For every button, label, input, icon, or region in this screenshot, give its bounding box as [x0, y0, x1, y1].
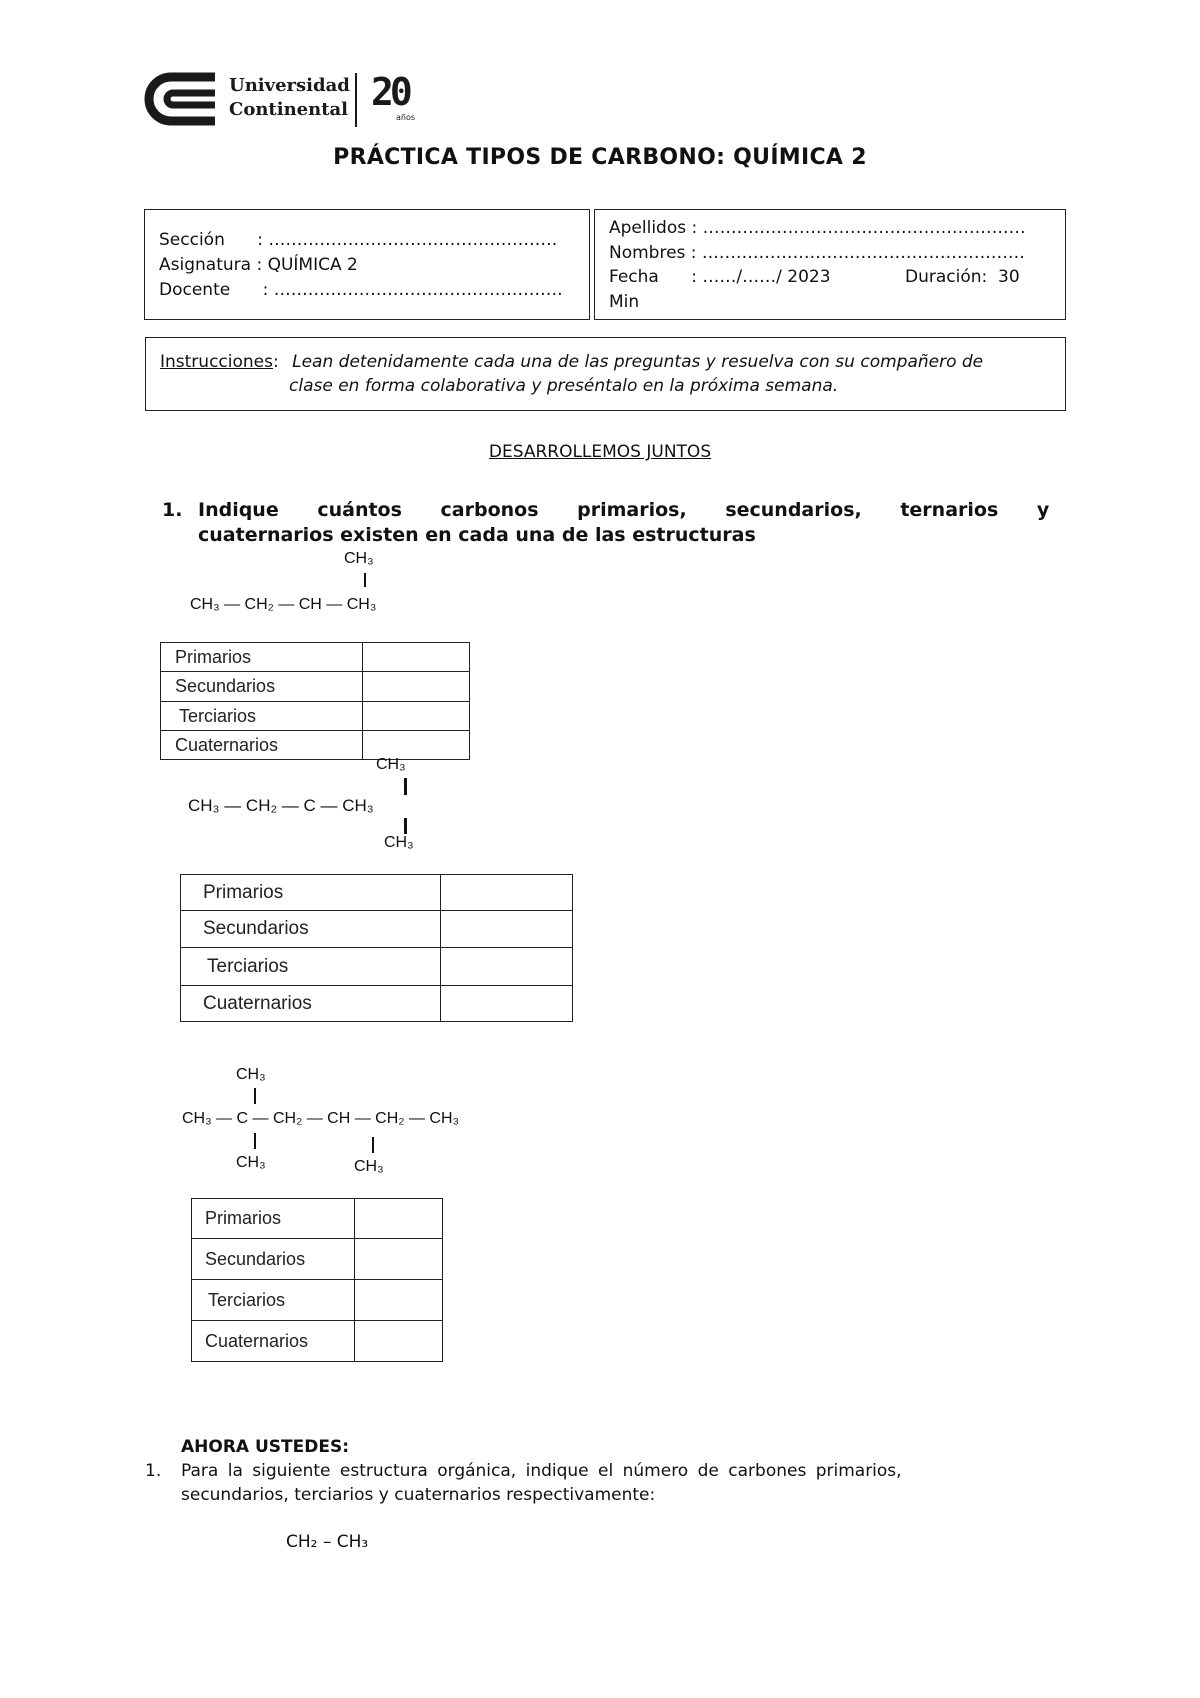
- table1-label-cuaternarios: Cuaternarios: [161, 731, 363, 760]
- table3-label-terciarios: Terciarios: [192, 1280, 355, 1321]
- question1-line1: Indique cuántos carbonos primarios, secundarios, ternarios y: [198, 499, 1050, 521]
- question2-line1: Para la siguiente estructura orgánica, indique el número de carbones primarios,: [181, 1461, 902, 1481]
- table1-answer-primarios[interactable]: [363, 643, 470, 672]
- table1-label-terciarios: Terciarios: [161, 702, 363, 731]
- fecha-field: Fecha : ……/……/ 2023: [609, 267, 831, 287]
- molecule2-bottom-group: CH₃: [384, 834, 414, 851]
- section-title-ahora-ustedes: AHORA USTEDES:: [181, 1437, 350, 1457]
- page-title: PRÁCTICA TIPOS DE CARBONO: QUÍMICA 2: [333, 145, 867, 170]
- university-name-line2: Continental: [229, 99, 349, 120]
- molecule1-top-group: CH₃: [344, 550, 374, 567]
- logo-divider: [355, 73, 357, 127]
- question1-number: 1.: [162, 499, 183, 521]
- molecule3-upper-bond: [254, 1088, 256, 1104]
- molecule3-bottom-left-group: CH₃: [236, 1154, 266, 1171]
- table2-label-primarios: Primarios: [181, 875, 441, 911]
- instructions-colon: :: [272, 352, 279, 372]
- table3-answer-terciarios[interactable]: [355, 1280, 443, 1321]
- table2-answer-secundarios[interactable]: [441, 911, 573, 948]
- table2-label-cuaternarios: Cuaternarios: [181, 986, 441, 1022]
- instructions-line1: [160, 350, 983, 375]
- university-name-line1: Universidad: [229, 75, 350, 96]
- table3-answer-primarios[interactable]: [355, 1199, 443, 1239]
- anniversary-number: 20: [371, 70, 409, 114]
- student-info-right-box: [594, 209, 1066, 320]
- asignatura-field: Asignatura : QUÍMICA 2: [159, 255, 358, 275]
- table3-label-primarios: Primarios: [192, 1199, 355, 1239]
- molecule3-lower-right-bond: [372, 1137, 374, 1153]
- student-info-left-box: [144, 209, 590, 320]
- molecule3-bottom-right-group: CH₃: [354, 1158, 384, 1175]
- table2-label-secundarios: Secundarios: [181, 911, 441, 948]
- table2-answer-primarios[interactable]: [441, 875, 573, 911]
- table2-answer-cuaternarios[interactable]: [441, 986, 573, 1022]
- molecule3-top-group: CH₃: [236, 1066, 266, 1083]
- table2-answer-terciarios[interactable]: [441, 948, 573, 986]
- carbon-count-table-2: [180, 874, 573, 1022]
- molecule2-upper-bond: [404, 778, 407, 795]
- instructions-label: Instrucciones: [160, 352, 273, 372]
- table3-label-cuaternarios: Cuaternarios: [192, 1321, 355, 1362]
- anniversary-word: años: [396, 113, 416, 122]
- table3-answer-cuaternarios[interactable]: [355, 1321, 443, 1362]
- table1-label-primarios: Primarios: [161, 643, 363, 672]
- table3-label-secundarios: Secundarios: [192, 1239, 355, 1280]
- instructions-box: [145, 337, 1066, 411]
- question2-line2: secundarios, terciarios y cuaternarios respectivamente:: [181, 1485, 656, 1505]
- docente-field: Docente : ……………………………………………: [159, 280, 563, 300]
- instructions-text-2: clase en forma colaborativa y preséntalo en la próxima semana.: [289, 376, 839, 396]
- continental-c-icon: [143, 71, 219, 127]
- table1-answer-secundarios[interactable]: [363, 672, 470, 702]
- molecule2-top-group: CH₃: [376, 756, 406, 773]
- carbon-count-table-3: [191, 1198, 443, 1362]
- duracion-field: Duración: 30: [905, 267, 1020, 287]
- table3-answer-secundarios[interactable]: [355, 1239, 443, 1280]
- molecule1-main-chain: CH₃ — CH₂ — CH — CH₃: [190, 596, 377, 613]
- university-logo: [143, 71, 423, 127]
- apellidos-field: Apellidos : …………………………………………………: [609, 218, 1026, 238]
- molecule-1: [190, 550, 490, 620]
- duracion-unit: Min: [609, 292, 640, 312]
- molecule-2: [188, 756, 528, 852]
- nombres-field: Nombres : …………………………………………………: [609, 243, 1025, 263]
- molecule3-lower-left-bond: [254, 1133, 256, 1149]
- section-title-desarrollemos: DESARROLLEMOS JUNTOS: [488, 442, 712, 462]
- molecule-3: [182, 1066, 542, 1178]
- table2-label-terciarios: Terciarios: [181, 948, 441, 986]
- molecule-4: CH₂ – CH₃: [286, 1532, 369, 1552]
- seccion-field: Sección : ……………………………………………: [159, 230, 558, 250]
- molecule2-lower-bond: [404, 818, 407, 834]
- molecule1-vertical-bond: [364, 573, 366, 587]
- instructions-text-1: Lean detenidamente cada una de las preguntas y resuelva con su compañero de: [292, 352, 984, 372]
- table1-answer-terciarios[interactable]: [363, 702, 470, 731]
- molecule2-main-chain: CH₃ — CH₂ — C — CH₃: [188, 796, 374, 815]
- question1-line2: cuaternarios existen en cada una de las estructuras: [198, 524, 756, 546]
- carbon-count-table-1: [160, 642, 470, 760]
- table1-label-secundarios: Secundarios: [161, 672, 363, 702]
- question2-number: 1.: [145, 1461, 162, 1481]
- molecule3-main-chain: CH₃ — C — CH₂ — CH — CH₂ — CH₃: [182, 1110, 460, 1127]
